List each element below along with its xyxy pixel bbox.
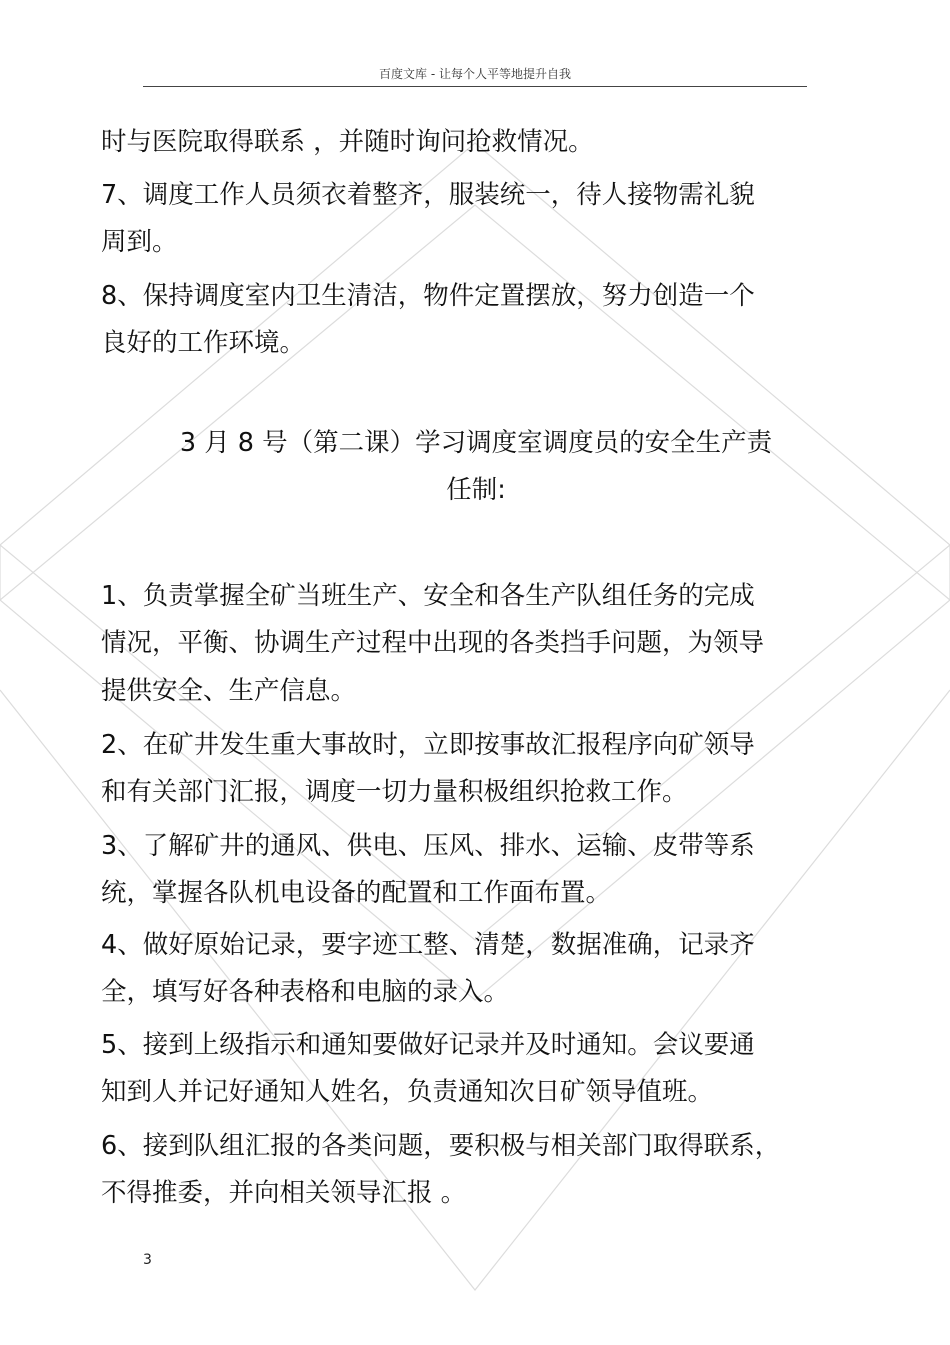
text-line: 和有关部门汇报，调度一切力量积极组织抢救工作。 <box>101 777 688 807</box>
text-line: 5、接到上级指示和通知要做好记录并及时通知。会议要通 <box>101 1030 755 1060</box>
text-line: 8、保持调度室内卫生清洁，物件定置摆放，努力创造一个 <box>101 281 755 311</box>
text-line: 全，填写好各种表格和电脑的录入。 <box>101 977 510 1007</box>
page-number: 3 <box>143 1252 152 1268</box>
text-line: 良好的工作环境。 <box>101 328 306 358</box>
text-line: 不得推委，并向相关领导汇报 。 <box>101 1178 467 1208</box>
text-line: 3、了解矿井的通风、供电、压风、排水、运输、皮带等系 <box>101 831 755 861</box>
section-title-line: 任制: <box>446 475 506 505</box>
text-line: 4、做好原始记录，要字迹工整、清楚，数据准确，记录齐 <box>101 930 755 960</box>
text-line: 时与医院取得联系 ，并随时询问抢救情况。 <box>101 127 594 157</box>
text-line: 6、接到队组汇报的各类问题，要积极与相关部门取得联系， <box>101 1131 781 1161</box>
text-line: 周到。 <box>101 227 178 257</box>
text-line: 知到人并记好通知人姓名，负责通知次日矿领导值班。 <box>101 1077 714 1107</box>
text-line: 7、调度工作人员须衣着整齐，服装统一，待人接物需礼貌 <box>101 180 755 210</box>
page-header: 百度文库 - 让每个人平等地提升自我 <box>379 67 571 81</box>
text-line: 情况，平衡、协调生产过程中出现的各类挡手问题，为领导 <box>101 628 765 658</box>
header-divider <box>143 86 807 87</box>
text-line: 2、在矿井发生重大事故时，立即按事故汇报程序向矿领导 <box>101 730 755 760</box>
text-line: 提供安全、生产信息。 <box>101 676 357 706</box>
section-title-line: 3 月 8 号（第二课）学习调度室调度员的安全生产责 <box>179 428 773 458</box>
text-line: 统，掌握各队机电设备的配置和工作面布置。 <box>101 878 612 908</box>
text-line: 1、负责掌握全矿当班生产、安全和各生产队组任务的完成 <box>101 581 755 611</box>
